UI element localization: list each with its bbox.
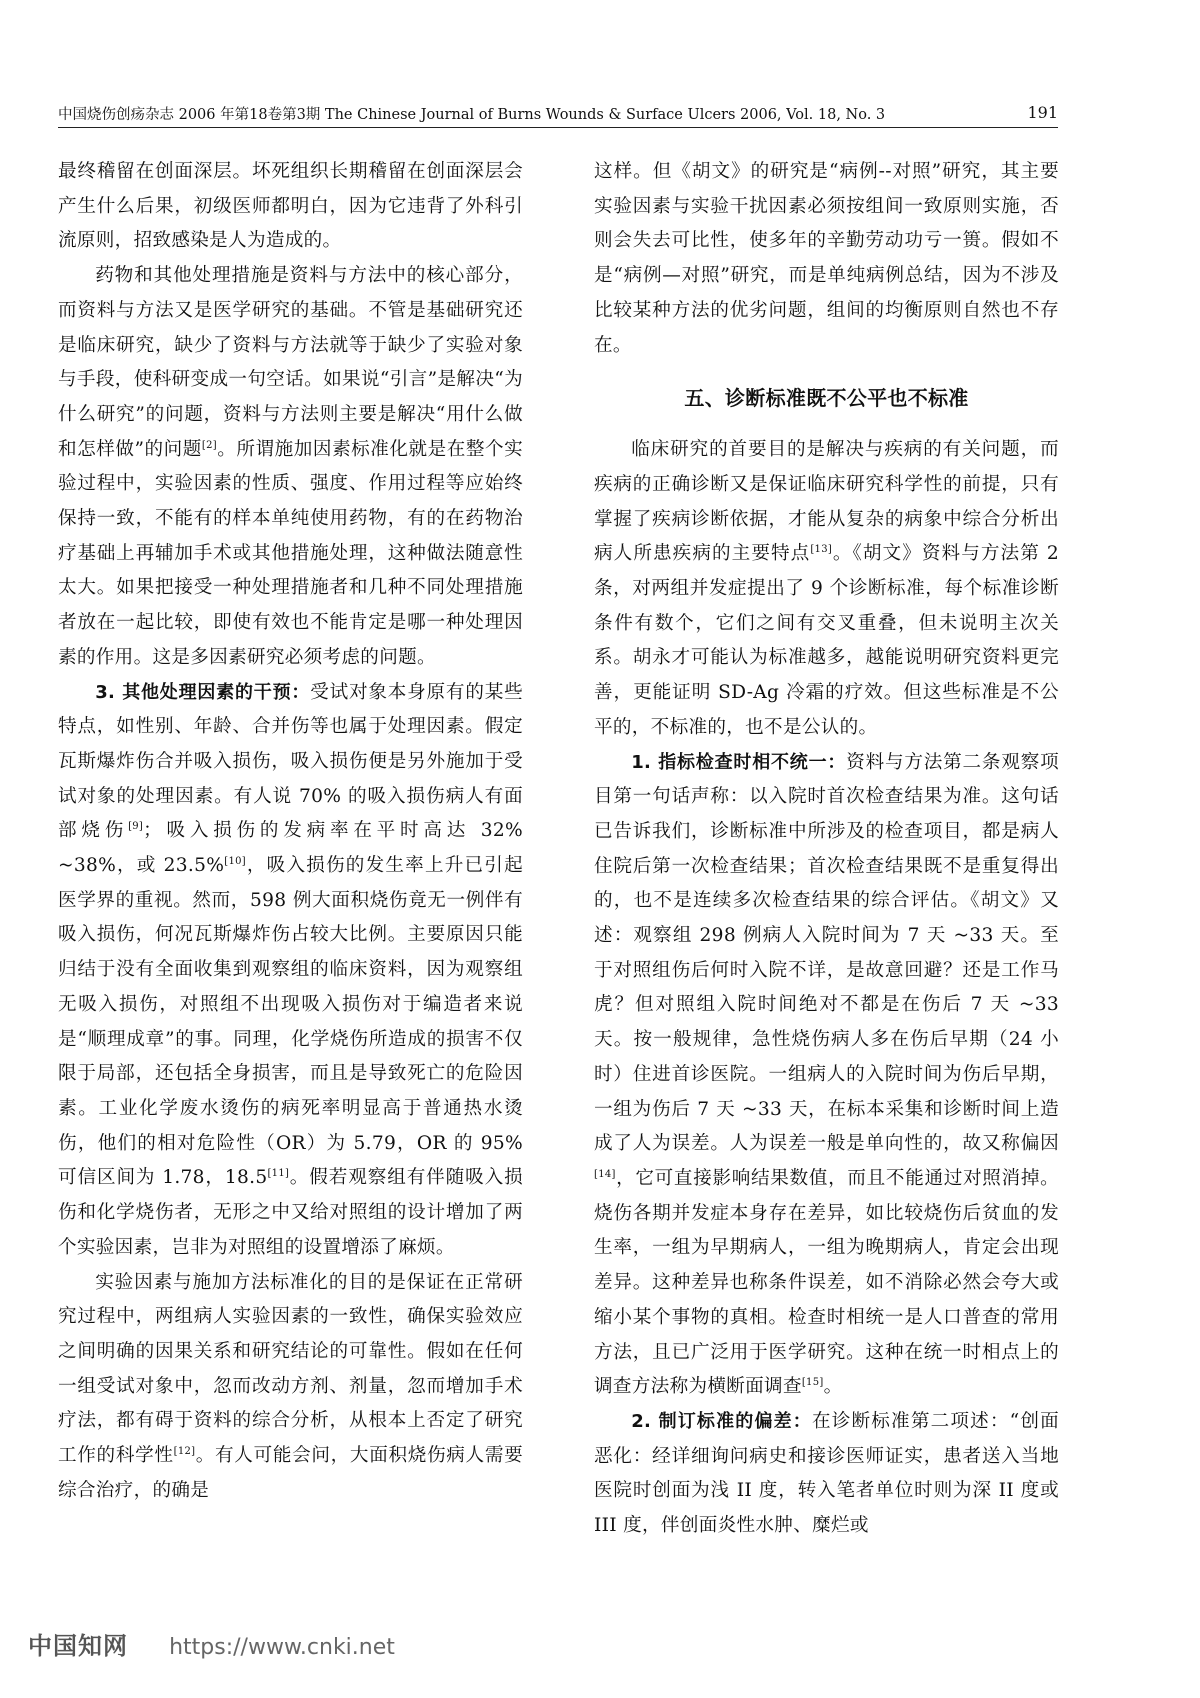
subsection-heading: 3. 其他处理因素的干预： [95,681,311,703]
citation-ref: [9] [128,821,144,833]
paragraph: 药物和其他处理措施是资料与方法中的核心部分，而资料与方法又是医学研究的基础。不管是基础研究还是临床研究，缺少了资料与方法就等于缺少了实验对象与手段，使科研变成一句空话。如果说“引言”是解决“为什么研究”的问题，资料与方法则主要是解决“用什么做和怎样做”的问题[2]。所谓施加因素标准化就是在整个实验过程中，实验因素的性质、强度、作用过程等应始终保持一致，不能有的样本单纯使用药物，有的在药物治疗基础上再辅加手术或其他措施处理，这种做法随意性太大。如果把接受一种处理措施者和几种不同处理措施者放在一起比较，即使有效也不能肯定是哪一种处理因素的作用。这是多因素研究必须考虑的问题。 [58,265,523,668]
section-title: 五、诊断标准既不公平也不标准 [684,386,969,411]
paragraph: 3. 其他处理因素的干预：受试对象本身原有的某些特点，如性别、年龄、合并伤等也属于处理因素。假定瓦斯爆炸伤合并吸入损伤，吸入损伤便是另外施加于受试对象的处理因素。有人说 70% 的吸入损伤病人有面部烧伤[9]；吸入损伤的发病率在平时高达 32% ~38%，或 23.5%[10]，吸入损伤的发生率上升已引起医学界的重视。然而，598 例大面积烧伤竟无一例伴有吸入损伤，何况瓦斯爆炸伤占较大比例。主要原因只能归结于没有全面收集到观察组的临床资料，因为观察组无吸入损伤，对照组不出现吸入损伤对于编造者来说是“顺理成章”的事。同理，化学烧伤所造成的损害不仅限于局部，还包括全身损害，而且是导致死亡的危险因素。工业化学废水烫伤的病死率明显高于普通热水烫伤，他们的相对危险性（OR）为 5.79，OR 的 95% 可信区间为 1.78，18.5[11]。假若观察组有伴随吸入损伤和化学烧伤者，无形之中又给对照组的设计增加了两个实验因素，岂非为对照组的设置增添了麻烦。 [58,681,523,1258]
subsection-heading: 1. 指标检查时相不统一： [631,751,847,773]
citation-ref: [15] [801,1377,824,1389]
cnki-url[interactable]: https://www.cnki.net [169,1635,395,1660]
subsection-heading: 2. 制订标准的偏差： [631,1410,812,1432]
paragraph: 这样。但《胡文》的研究是“病例--对照”研究，其主要实验因素与实验干扰因素必须按组间一致原则实施，否则会失去可比性，使多年的辛勤劳动功亏一篑。假如不是“病例—对照”研究，而是单纯病例总结，因为不涉及比较某种方法的优劣问题，组间的均衡原则自然也不存在。 [594,161,1059,356]
citation-ref: [2] [201,439,217,451]
paragraph: 1. 指标检查时相不统一：资料与方法第二条观察项目第一句话声称：以入院时首次检查结果为准。这句话已告诉我们，诊断标准中所涉及的检查项目，都是病人住院后第一次检查结果；首次检查结果既不是重复得出的，也不是连续多次检查结果的综合评估。《胡文》又述：观察组 298 例病人入院时间为 7 天 ~33 天。至于对照组伤后何时入院不详，是故意回避？还是工作马虎？但对照组入院时间绝对不都是在伤后 7 天 ~33 天。按一般规律，急性烧伤病人多在伤后早期（24 小时）住进首诊医院。一组病人的入院时间为伤后早期，一组为伤后 7 天 ~33 天，在标本采集和诊断时间上造成了人为误差。人为误差一般是单向性的，故又称偏因[14]，它可直接影响结果数值，而且不能通过对照消掉。烧伤各期并发症本身存在差异，如比较烧伤后贫血的发生率，一组为早期病人，一组为晚期病人，肯定会出现差异。这种差异也称条件误差，如不消除必然会夸大或缩小某个事物的真相。检查时相统一是人口普查的常用方法，且已广泛用于医学研究。这种在统一时相点上的调查方法称为横断面调查[15]。 [594,751,1059,1398]
header-rule [58,127,1058,128]
left-column [58,155,523,1508]
citation-ref: [13] [810,544,833,556]
watermark-footer [28,1626,395,1666]
right-column [594,155,1059,1544]
citation-ref: [12] [173,1446,196,1458]
journal-citation-line: 中国烧伤创疡杂志 2006 年第18卷第3期 The Chinese Journal of Burns Wounds & Surface Ulcers 2006, Vol. 18, No. 3 [58,107,886,123]
paragraph: 2. 制订标准的偏差：在诊断标准第二项述：“创面恶化：经详细询问病史和接诊医师证实，患者送入当地医院时创面为浅 II 度，转入笔者单位时则为深 II 度或 III 度，伴创面炎性水肿、糜烂或 [594,1410,1059,1537]
paragraph: 最终稽留在创面深层。坏死组织长期稽留在创面深层会产生什么后果，初级医师都明白，因为它违背了外科引流原则，招致感染是人为造成的。 [58,161,523,252]
paragraph: 实验因素与施加方法标准化的目的是保证在正常研究过程中，两组病人实验因素的一致性，确保实验效应之间明确的因果关系和研究结论的可靠性。假如在任何一组受试对象中，忽而改动方剂、剂量，忽而增加手术疗法，都有碍于资料的综合分析，从根本上否定了研究工作的科学性[12]。有人可能会问，大面积烧伤病人需要综合治疗，的确是 [58,1271,523,1501]
paragraph: 临床研究的首要目的是解决与疾病的有关问题，而疾病的正确诊断又是保证临床研究科学性的前提，只有掌握了疾病诊断依据，才能从复杂的病象中综合分析出病人所患疾病的主要特点[13]。《胡文》资料与方法第 2 条，对两组并发症提出了 9 个诊断标准，每个标准诊断条件有数个，它们之间有交叉重叠，但未说明主次关系。胡永才可能认为标准越多，越能说明研究资料更完善，更能证明 SD-Ag 冷霜的疗效。但这些标准是不公平的，不标准的，也不是公认的。 [594,439,1059,738]
cnki-logo: 中国知网 [28,1632,128,1660]
citation-ref: [10] [224,856,246,868]
running-header [58,103,1058,133]
citation-ref: [14] [594,1168,616,1180]
page-number: 191 [1027,103,1058,122]
citation-ref: [11] [267,1168,290,1180]
